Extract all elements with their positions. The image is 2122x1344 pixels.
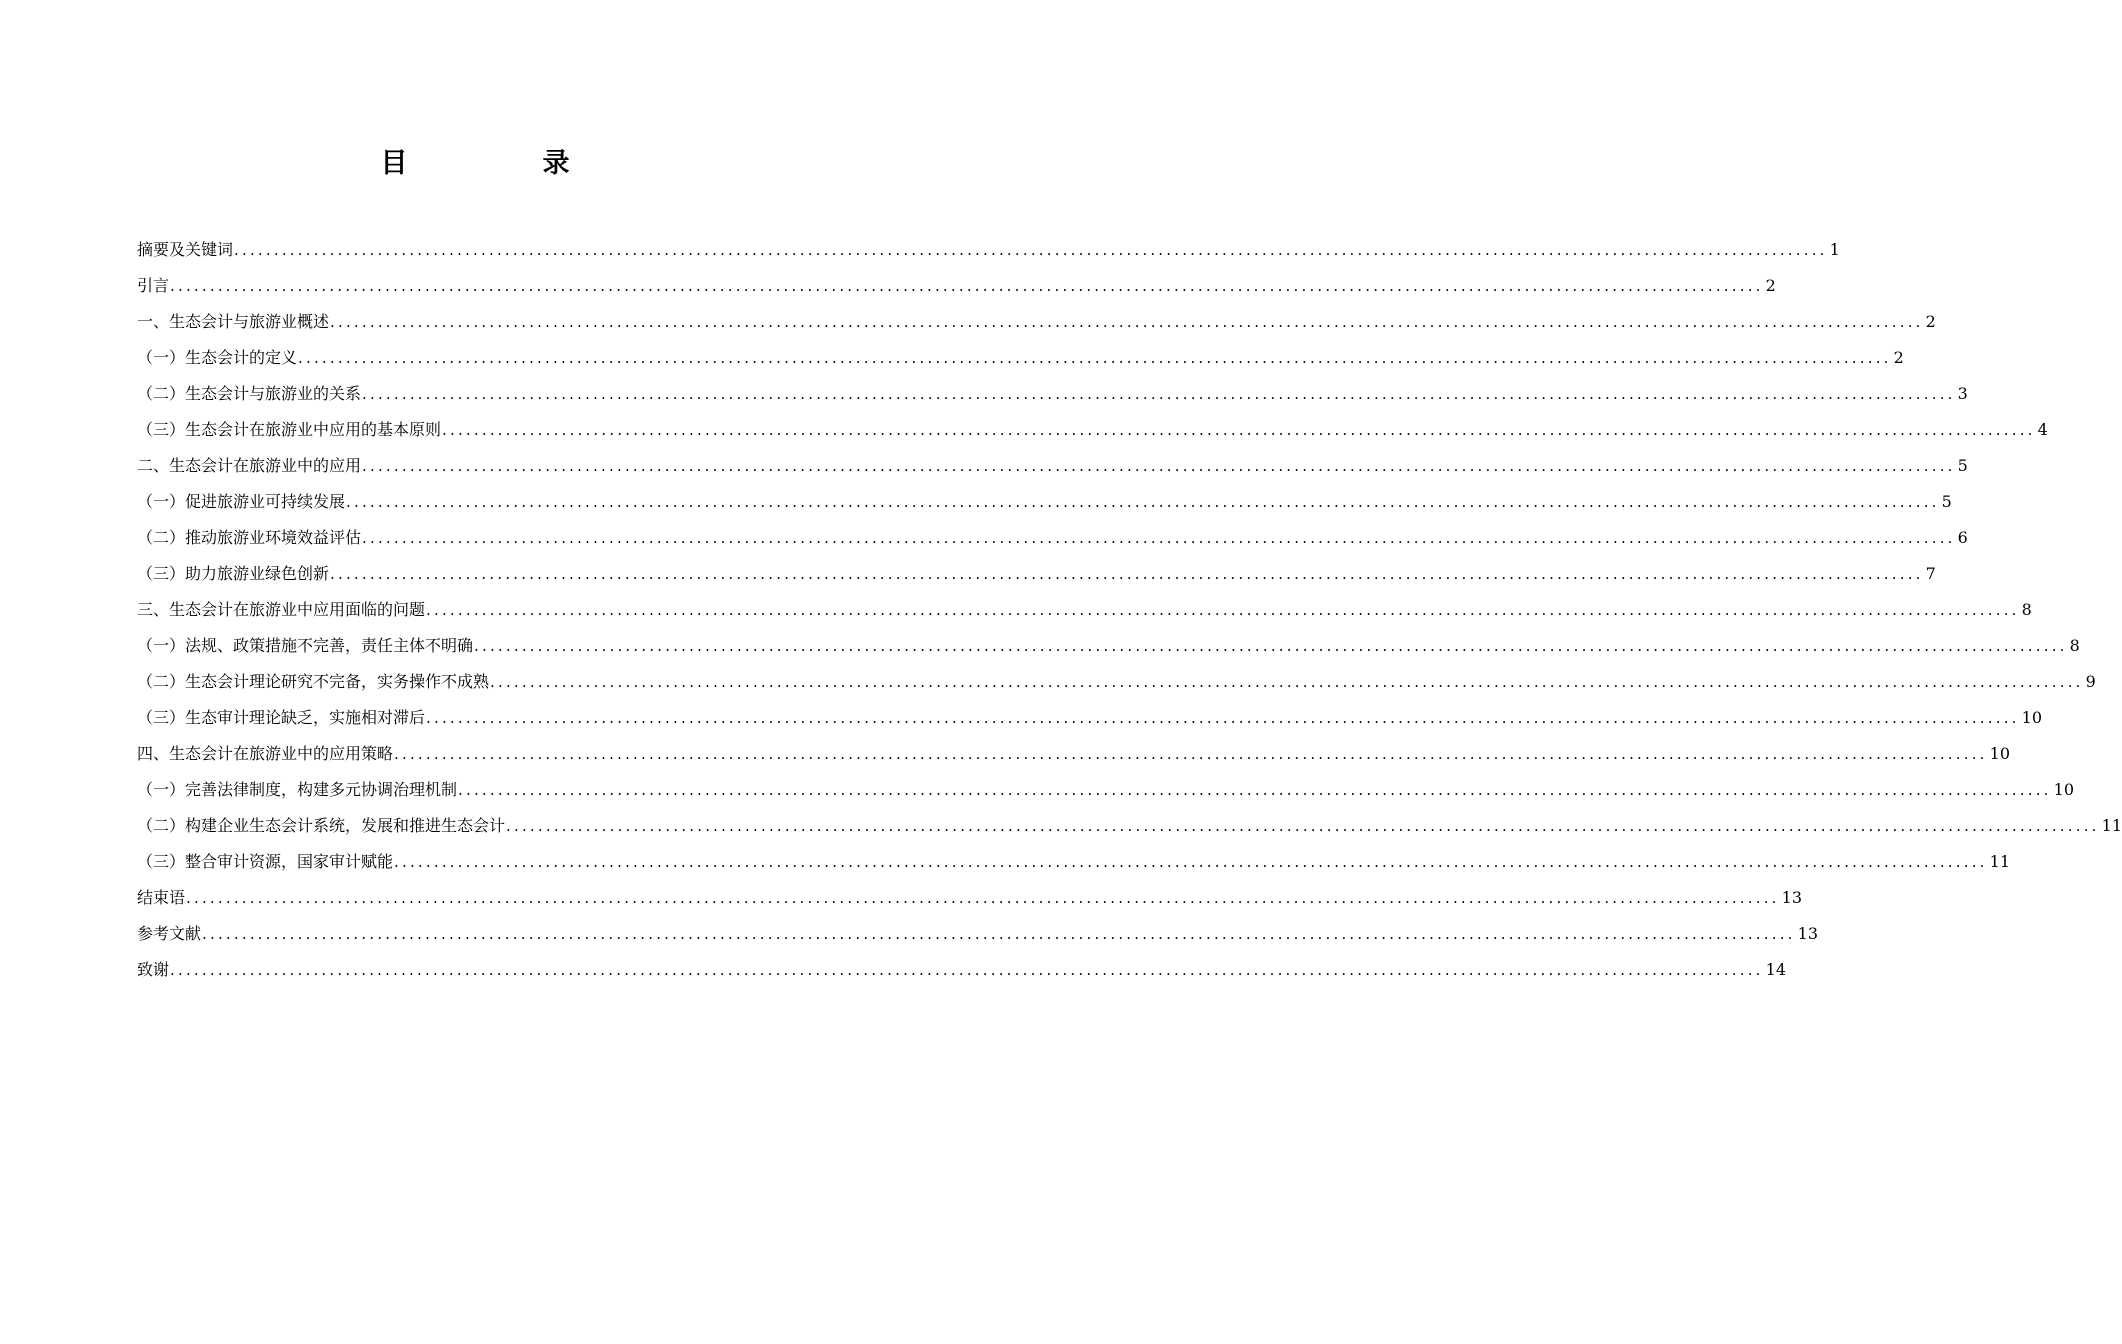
page-title: 目 录 [380, 148, 624, 179]
toc-entry-title: （一）促进旅游业可持续发展 [137, 492, 346, 511]
toc-entry-title: （一）法规、政策措施不完善，责任主体不明确 [137, 636, 474, 655]
toc-entry[interactable] [137, 880, 1802, 916]
toc-entry-page-number: 10 [2053, 780, 2074, 799]
toc-entry-title: （二）推动旅游业环境效益评估 [137, 528, 362, 547]
toc-entry-page-number: 13 [1797, 924, 1818, 943]
toc-entry[interactable] [137, 700, 2042, 736]
toc-entry[interactable] [137, 628, 2080, 664]
toc-dot-leader: ........................................................................................................................................................................................................ [458, 781, 2052, 799]
toc-dot-leader: ........................................................................................................................................................................................................ [474, 637, 2068, 655]
toc-entry[interactable] [137, 916, 1818, 952]
toc-entry-page-number: 5 [1957, 456, 1968, 475]
toc-entry[interactable] [137, 736, 2010, 772]
toc-dot-leader: ........................................................................................................................................................................................................ [202, 925, 1796, 943]
toc-entry-title: 结束语 [137, 888, 186, 907]
toc-entry-page-number: 14 [1765, 960, 1786, 979]
toc-entry-title: （三）整合审计资源，国家审计赋能 [137, 852, 394, 871]
toc-dot-leader: ........................................................................................................................................................................................................ [234, 241, 1828, 259]
toc-entry-page-number: 9 [2085, 672, 2096, 691]
toc-entry[interactable] [137, 376, 1968, 412]
toc-dot-leader: ........................................................................................................................................................................................................ [442, 421, 2036, 439]
toc-entry[interactable] [137, 448, 1968, 484]
toc-entry-page-number: 2 [1765, 276, 1776, 295]
toc-entry[interactable] [137, 340, 1904, 376]
toc-dot-leader: ........................................................................................................................................................................................................ [394, 853, 1988, 871]
toc-entry[interactable] [137, 232, 1840, 268]
toc-dot-leader: ........................................................................................................................................................................................................ [186, 889, 1780, 907]
toc-dot-leader: ........................................................................................................................................................................................................ [362, 529, 1956, 547]
toc-entry-title: 致谢 [137, 960, 170, 979]
toc-dot-leader: ........................................................................................................................................................................................................ [362, 385, 1956, 403]
toc-dot-leader: ........................................................................................................................................................................................................ [330, 313, 1924, 331]
toc-entry-page-number: 7 [1925, 564, 1936, 583]
toc-entry[interactable] [137, 412, 2048, 448]
toc-dot-leader: ........................................................................................................................................................................................................ [394, 745, 1988, 763]
toc-dot-leader: ........................................................................................................................................................................................................ [298, 349, 1892, 367]
toc-entry[interactable] [137, 304, 1936, 340]
toc-entry[interactable] [137, 664, 2096, 700]
toc-entry-page-number: 8 [2069, 636, 2080, 655]
toc-entry-title: 一、生态会计与旅游业概述 [137, 312, 330, 331]
toc-entry-title: 四、生态会计在旅游业中的应用策略 [137, 744, 394, 763]
toc-entry-title: （三）助力旅游业绿色创新 [137, 564, 330, 583]
toc-entry-page-number: 8 [2021, 600, 2032, 619]
toc-dot-leader: ........................................................................................................................................................................................................ [330, 565, 1924, 583]
toc-dot-leader: ........................................................................................................................................................................................................ [170, 961, 1764, 979]
toc-entry[interactable] [137, 952, 1786, 988]
toc-entry-page-number: 5 [1941, 492, 1952, 511]
toc-dot-leader: ........................................................................................................................................................................................................ [426, 709, 2020, 727]
toc-entry[interactable] [137, 808, 2122, 844]
toc-entry-page-number: 11 [1989, 852, 2010, 871]
toc-entry[interactable] [137, 268, 1776, 304]
toc-entry-page-number: 11 [2101, 816, 2122, 835]
toc-entry-title: （三）生态会计在旅游业中应用的基本原则 [137, 420, 442, 439]
toc-entry-title: （三）生态审计理论缺乏，实施相对滞后 [137, 708, 426, 727]
toc-entry-page-number: 10 [2021, 708, 2042, 727]
toc-entry-page-number: 13 [1781, 888, 1802, 907]
toc-dot-leader: ........................................................................................................................................................................................................ [506, 817, 2100, 835]
toc-dot-leader: ........................................................................................................................................................................................................ [362, 457, 1956, 475]
toc-entry-title: （二）生态会计理论研究不完备，实务操作不成熟 [137, 672, 490, 691]
toc-entry-page-number: 4 [2037, 420, 2048, 439]
toc-entry-page-number: 10 [1989, 744, 2010, 763]
toc-entry[interactable] [137, 844, 2010, 880]
toc-entry[interactable] [137, 592, 2032, 628]
toc-entry-title: 三、生态会计在旅游业中应用面临的问题 [137, 600, 426, 619]
toc-entry-title: 参考文献 [137, 924, 202, 943]
toc-dot-leader: ........................................................................................................................................................................................................ [170, 277, 1764, 295]
toc-entry[interactable] [137, 772, 2074, 808]
toc-dot-leader: ........................................................................................................................................................................................................ [490, 673, 2084, 691]
toc-entry[interactable] [137, 484, 1952, 520]
toc-entry-title: 摘要及关键词 [137, 240, 234, 259]
toc-entry-title: 引言 [137, 276, 170, 295]
toc-dot-leader: ........................................................................................................................................................................................................ [346, 493, 1940, 511]
toc-entry-title: （一）完善法律制度，构建多元协调治理机制 [137, 780, 458, 799]
toc-entry-page-number: 3 [1957, 384, 1968, 403]
toc-entry-page-number: 2 [1925, 312, 1936, 331]
toc-dot-leader: ........................................................................................................................................................................................................ [426, 601, 2020, 619]
toc-entry-page-number: 2 [1893, 348, 1904, 367]
toc-entry[interactable] [137, 556, 1936, 592]
toc-entry-title: （一）生态会计的定义 [137, 348, 298, 367]
toc-entry-title: （二）构建企业生态会计系统，发展和推进生态会计 [137, 816, 506, 835]
toc-entry-title: （二）生态会计与旅游业的关系 [137, 384, 362, 403]
toc-entry-page-number: 1 [1829, 240, 1840, 259]
toc-entry-page-number: 6 [1957, 528, 1968, 547]
toc-entry[interactable] [137, 520, 1968, 556]
toc-entry-title: 二、生态会计在旅游业中的应用 [137, 456, 362, 475]
table-of-contents [137, 232, 2122, 988]
